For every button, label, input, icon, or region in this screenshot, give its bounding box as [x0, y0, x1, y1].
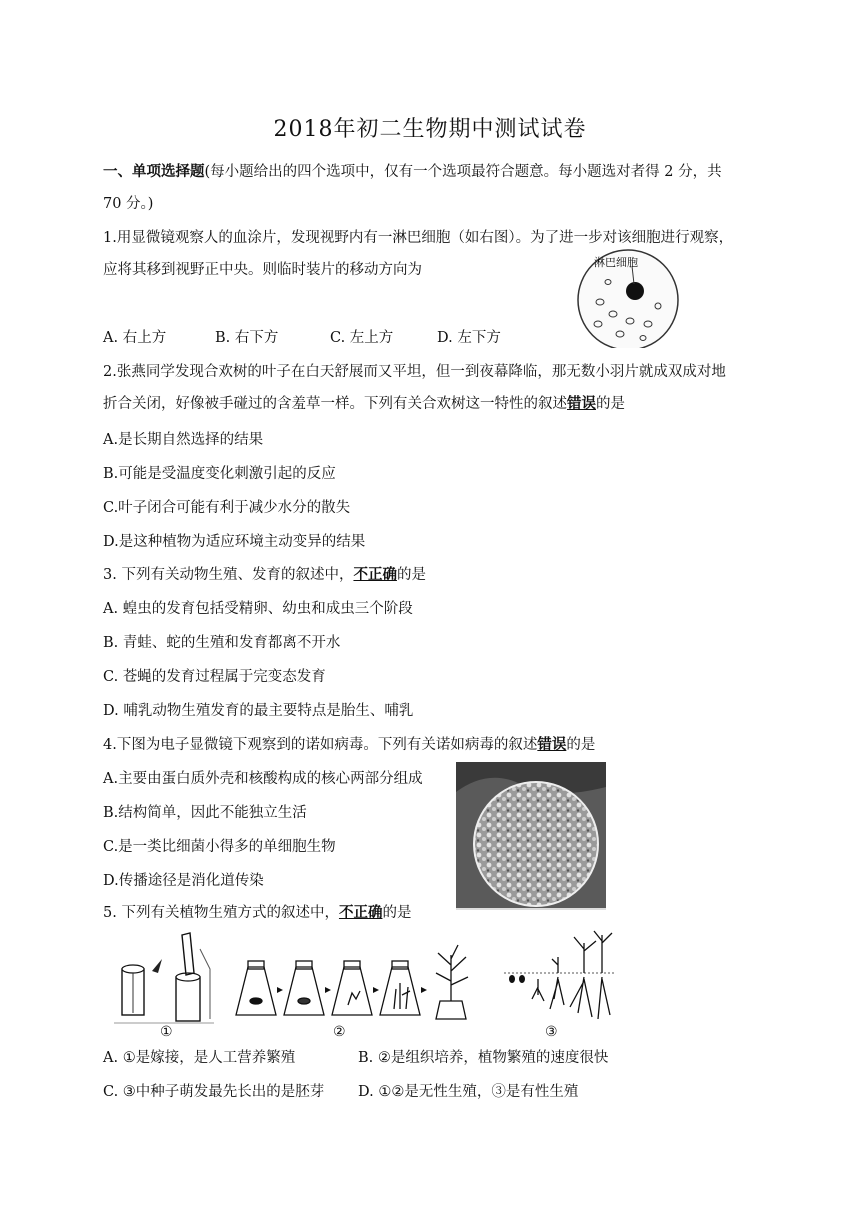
q5-option-c: C. ③中种子萌发最先长出的是胚芽 — [103, 1084, 325, 1100]
q4-stem — [103, 733, 595, 754]
section-intro-line1: (每小题给出的四个选项中，仅有一个选项最符合题意。每小题选对者得 2 分，共 — [204, 164, 722, 180]
q5-stem-pre: 5. 下列有关植物生殖方式的叙述中， — [103, 905, 339, 921]
q1-stem-line1: 1.用显微镜观察人的血涂片，发现视野内有一淋巴细胞（如右图）。为了进一步对该细胞进行观察， — [103, 230, 734, 246]
q3-option-c: C. 苍蝇的发育过程属于完变态发育 — [103, 669, 326, 685]
q4-option-a: A.主要由蛋白质外壳和核酸构成的核心两部分组成 — [103, 771, 423, 787]
q1-option-c: C. 左上方 — [330, 330, 394, 346]
q4-stem-emphasis: 错误 — [537, 736, 567, 753]
lymphocyte-label: 淋巴细胞 — [594, 256, 638, 269]
q5-stem — [103, 901, 411, 922]
q3-option-d: D. 哺乳动物生殖发育的最主要特点是胎生、哺乳 — [103, 703, 414, 719]
seed-germination-illustration — [504, 929, 614, 1025]
q4-stem-pre: 4.下图为电子显微镜下观察到的诺如病毒。下列有关诺如病毒的叙述 — [103, 737, 538, 753]
q5-option-b: B. ②是组织培养，植物繁殖的速度很快 — [358, 1050, 609, 1066]
figure-3-label: ③ — [545, 1024, 558, 1040]
q4-option-d: D.传播途径是消化道传染 — [103, 873, 264, 889]
q2-stem-emphasis: 错误 — [567, 395, 596, 412]
q2-stem-post: 的是 — [596, 396, 625, 412]
q3-stem-post: 的是 — [396, 567, 426, 583]
section-heading: 一、单项选择题 — [103, 163, 205, 180]
section-intro — [103, 160, 722, 181]
q2-stem-pre: 折合关闭，好像被手碰过的含羞草一样。下列有关合欢树这一特性的叙述 — [103, 396, 567, 412]
q3-stem — [103, 563, 426, 584]
q3-option-b: B. 青蛙、蛇的生殖和发育都离不开水 — [103, 635, 341, 651]
q4-option-b: B.结构简单，因此不能独立生活 — [103, 805, 307, 821]
q4-option-c: C.是一类比细菌小得多的单细胞生物 — [103, 839, 336, 855]
page-title: 2018年初二生物期中测试试卷 — [273, 117, 587, 142]
grafting-illustration — [114, 929, 214, 1025]
q3-stem-emphasis: 不正确 — [353, 566, 397, 583]
q3-option-a: A. 蝗虫的发育包括受精卵、幼虫和成虫三个阶段 — [103, 601, 413, 617]
section-intro-line2: 70 分。) — [103, 196, 154, 212]
norovirus-micrograph — [456, 762, 606, 910]
q3-stem-pre: 3. 下列有关动物生殖、发育的叙述中， — [103, 567, 354, 583]
q1-option-b: B. 右下方 — [215, 330, 279, 346]
figure-2-label: ② — [333, 1024, 346, 1040]
q4-stem-post: 的是 — [566, 737, 596, 753]
q2-option-d: D.是这种植物为适应环境主动变异的结果 — [103, 534, 366, 550]
q1-stem-line2: 应将其移到视野正中央。则临时装片的移动方向为 — [103, 262, 422, 278]
lymphocyte-figure — [568, 244, 688, 348]
q2-option-b: B.可能是受温度变化刺激引起的反应 — [103, 466, 336, 482]
figure-1-label: ① — [160, 1024, 173, 1040]
q1-option-d: D. 左下方 — [437, 330, 501, 346]
q1-option-a: A. 右上方 — [103, 330, 167, 346]
q5-option-d: D. ①②是无性生殖，③是有性生殖 — [358, 1084, 579, 1100]
q5-stem-emphasis: 不正确 — [338, 904, 383, 921]
q2-stem-line1: 2.张燕同学发现合欢树的叶子在白天舒展而又平坦，但一到夜幕降临，那无数小羽片就成双成对地 — [103, 364, 726, 380]
q2-option-a: A.是长期自然选择的结果 — [103, 432, 264, 448]
q2-option-c: C.叶子闭合可能有利于减少水分的散失 — [103, 500, 351, 516]
q2-stem-line2 — [103, 392, 625, 413]
q5-stem-post: 的是 — [382, 905, 412, 921]
q5-option-a: A. ①是嫁接，是人工营养繁殖 — [103, 1050, 296, 1066]
tissue-culture-illustration — [226, 935, 482, 1023]
